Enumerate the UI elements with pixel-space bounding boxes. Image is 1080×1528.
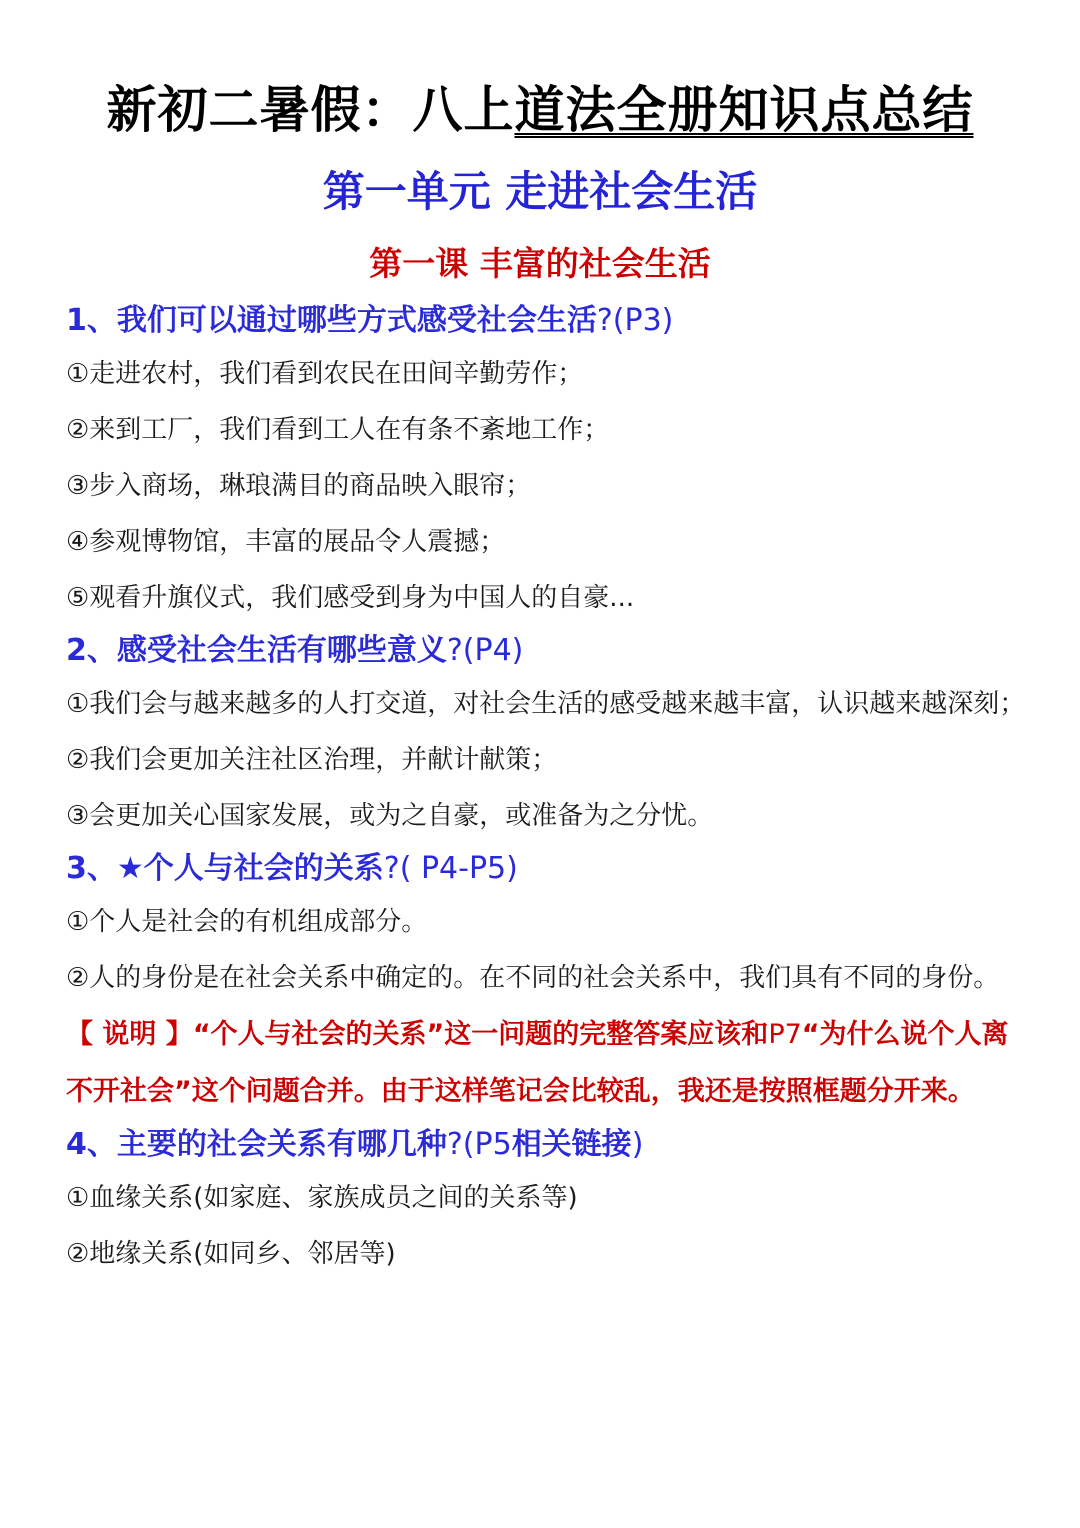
- answer-1-4: ④参观博物馆，丰富的展品令人震撼；: [66, 527, 506, 557]
- title-underlined: 道法全册知识点总结: [514, 81, 974, 139]
- question-3: 3、★个人与社会的关系?( P4-P5): [66, 851, 518, 886]
- content-body: [66, 296, 1026, 1282]
- answer-2-2: ②我们会更加关注社区治理，并献计献策；: [66, 745, 558, 775]
- page-title: [0, 78, 1080, 142]
- note-ref: P7: [768, 1019, 802, 1050]
- explanation-note: [66, 1006, 1026, 1120]
- answer-3-1: ①个人是社会的有机组成部分。: [66, 907, 428, 937]
- answer-3-2: ②人的身份是在社会关系中确定的。在不同的社会关系中，我们具有不同的身份。: [66, 963, 1000, 993]
- answer-1-3: ③步入商场，琳琅满目的商品映入眼帘；: [66, 471, 532, 501]
- unit-heading: 第一单元 走进社会生活: [322, 167, 758, 216]
- answer-4-1: ①血缘关系(如家庭、家族成员之间的关系等): [66, 1183, 578, 1213]
- answer-1-1: ①走进农村，我们看到农民在田间辛勤劳作；: [66, 359, 584, 389]
- answer-2-1: ①我们会与越来越多的人打交道，对社会生活的感受越来越丰富，认识越来越深刻；: [66, 689, 1026, 719]
- answer-2-3: ③会更加关心国家发展，或为之自豪，或准备为之分忧。: [66, 801, 714, 831]
- lesson-heading: 第一课 丰富的社会生活: [369, 244, 711, 283]
- note-part2: “为什么说个人离不开社会”这个问题合并。由于这样笔记会比较乱，我还是按照框题分开来。: [66, 1019, 1009, 1107]
- answer-4-2: ②地缘关系(如同乡、邻居等): [66, 1239, 396, 1269]
- question-2: 2、感受社会生活有哪些意义?(P4): [66, 633, 524, 668]
- note-part1: “个人与社会的关系”这一问题的完整答案应该和: [192, 1019, 769, 1050]
- answer-1-2: ②来到工厂，我们看到工人在有条不紊地工作；: [66, 415, 610, 445]
- title-prefix: 新初二暑假：八上: [106, 81, 515, 139]
- question-4: 4、主要的社会关系有哪几种?(P5相关链接): [66, 1127, 644, 1162]
- note-label: 【 说明 】: [66, 1019, 193, 1050]
- answer-1-5: ⑤观看升旗仪式，我们感受到身为中国人的自豪...: [66, 583, 635, 613]
- question-1: 1、我们可以通过哪些方式感受社会生活?(P3): [66, 303, 674, 338]
